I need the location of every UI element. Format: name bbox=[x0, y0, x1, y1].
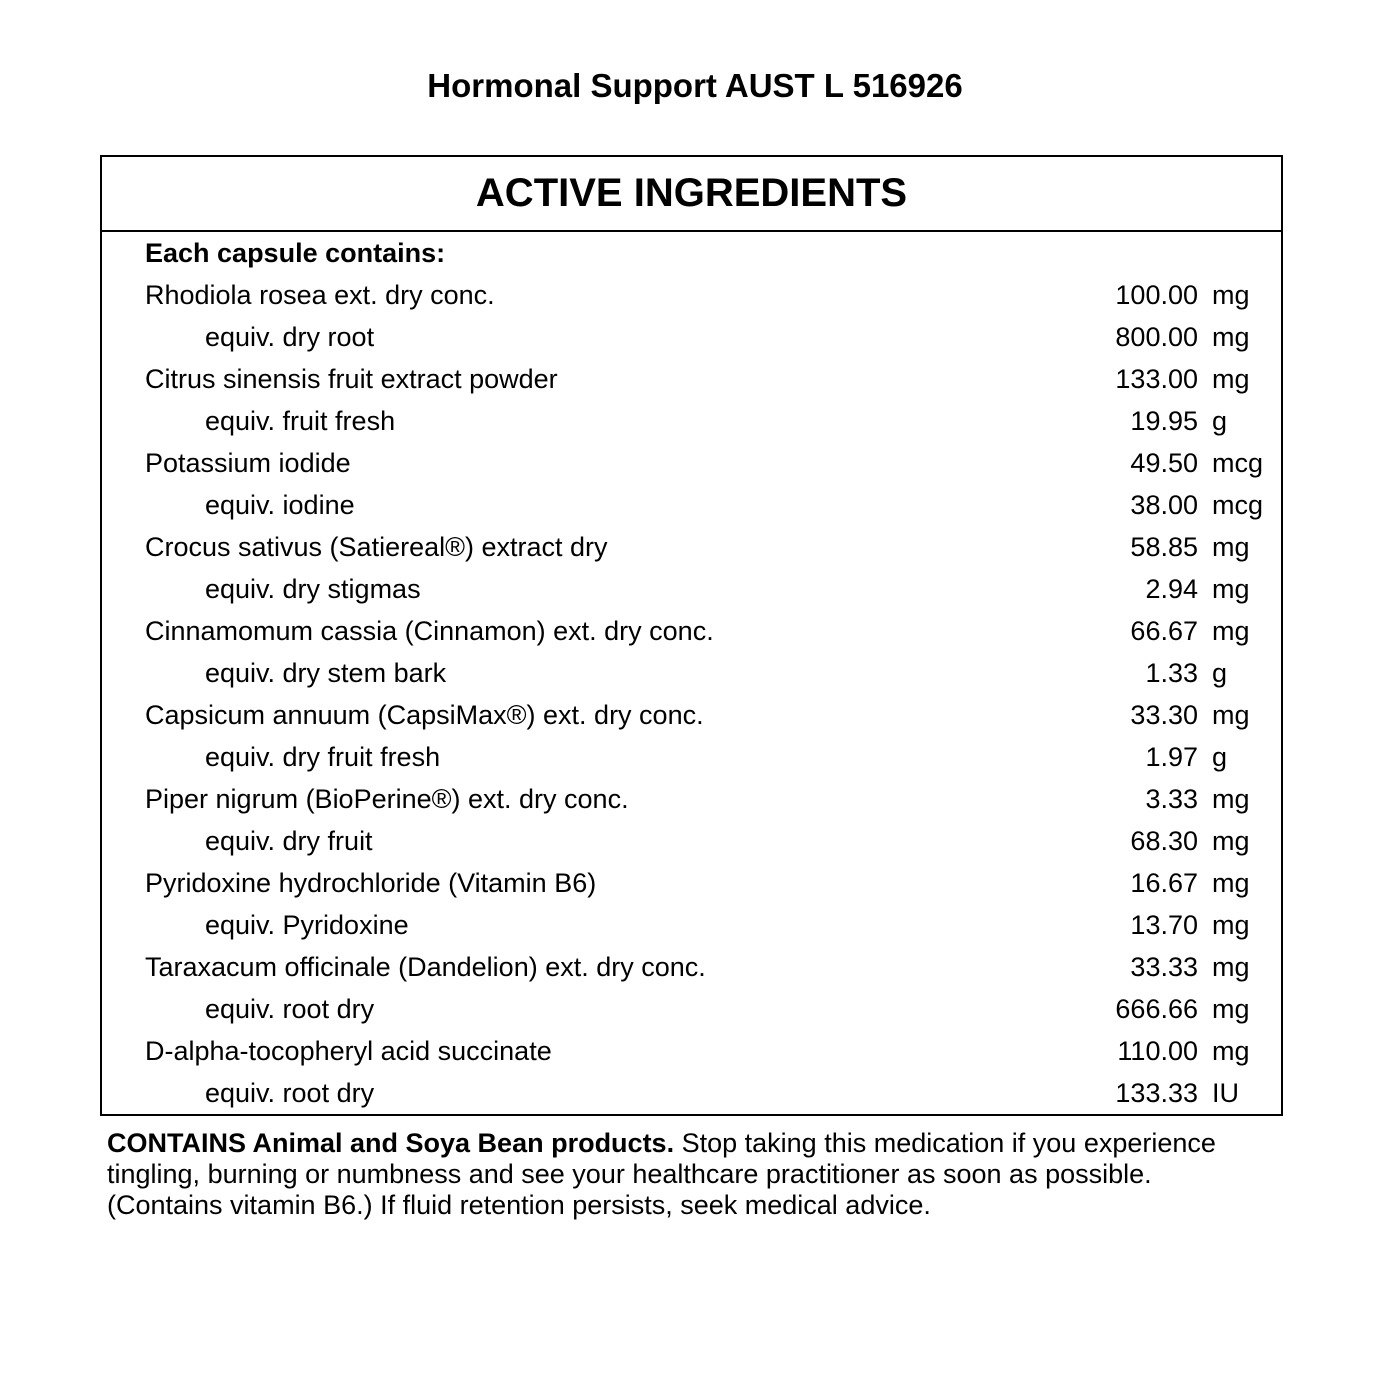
ingredient-row bbox=[102, 526, 1281, 568]
ingredient-amount: 1.97 bbox=[1145, 741, 1198, 772]
ingredient-amount: 13.70 bbox=[1130, 909, 1198, 940]
ingredient-amount: 133.00 bbox=[1115, 363, 1198, 394]
warning-body-text: Stop taking this medication if you experience tingling, burning or numbness and see your healthcare practitioner as soon as possible. (Contains vitamin B6.) If fluid retention persists, seek medical advice. bbox=[107, 1128, 1216, 1220]
ingredient-row bbox=[102, 652, 1281, 694]
ingredient-unit: mg bbox=[1212, 321, 1250, 352]
ingredient-row bbox=[102, 778, 1281, 820]
ingredient-unit: mcg bbox=[1212, 447, 1264, 478]
ingredient-amount: 68.30 bbox=[1130, 825, 1198, 856]
product-title: Hormonal Support AUST L 516926 bbox=[427, 67, 963, 104]
ingredient-unit: mcg bbox=[1212, 489, 1264, 520]
ingredient-amount: 133.33 bbox=[1115, 1077, 1198, 1108]
ingredient-unit: mg bbox=[1212, 573, 1250, 604]
ingredient-name: equiv. iodine bbox=[205, 489, 355, 520]
table-subheader-row bbox=[102, 232, 1281, 274]
ingredient-row bbox=[102, 400, 1281, 442]
ingredient-unit: mg bbox=[1212, 363, 1250, 394]
active-ingredients-panel bbox=[100, 155, 1283, 1116]
ingredient-unit: mg bbox=[1212, 531, 1250, 562]
ingredient-row bbox=[102, 988, 1281, 1030]
ingredient-name: equiv. root dry bbox=[205, 993, 375, 1024]
ingredient-name: equiv. dry stem bark bbox=[205, 657, 447, 688]
ingredient-name: equiv. dry fruit fresh bbox=[205, 741, 441, 772]
ingredient-row bbox=[102, 946, 1281, 988]
ingredient-unit: mg bbox=[1212, 1035, 1250, 1066]
ingredient-unit: g bbox=[1212, 741, 1228, 772]
ingredient-row bbox=[102, 904, 1281, 946]
ingredient-amount: 66.67 bbox=[1130, 615, 1198, 646]
ingredient-row bbox=[102, 316, 1281, 358]
ingredient-unit: mg bbox=[1212, 951, 1250, 982]
ingredient-amount: 19.95 bbox=[1130, 405, 1198, 436]
ingredient-unit: mg bbox=[1212, 993, 1250, 1024]
ingredient-name: Taraxacum officinale (Dandelion) ext. dry conc. bbox=[145, 951, 706, 982]
ingredient-unit: g bbox=[1212, 657, 1228, 688]
ingredient-unit: mg bbox=[1212, 909, 1250, 940]
ingredient-amount: 58.85 bbox=[1130, 531, 1198, 562]
ingredient-row bbox=[102, 442, 1281, 484]
ingredient-row bbox=[102, 484, 1281, 526]
ingredient-amount: 38.00 bbox=[1130, 489, 1198, 520]
ingredient-unit: mg bbox=[1212, 783, 1250, 814]
each-capsule-contains-label: Each capsule contains: bbox=[145, 237, 446, 268]
ingredient-name: Cinnamomum cassia (Cinnamon) ext. dry conc. bbox=[145, 615, 714, 646]
ingredient-name: equiv. Pyridoxine bbox=[205, 909, 409, 940]
ingredient-name: equiv. root dry bbox=[205, 1077, 375, 1108]
ingredient-name: Citrus sinensis fruit extract powder bbox=[145, 363, 558, 394]
ingredient-row bbox=[102, 820, 1281, 862]
ingredient-row bbox=[102, 736, 1281, 778]
ingredient-amount: 2.94 bbox=[1145, 573, 1198, 604]
ingredient-name: D-alpha-tocopheryl acid succinate bbox=[145, 1035, 552, 1066]
ingredient-amount: 100.00 bbox=[1115, 279, 1198, 310]
ingredient-unit: mg bbox=[1212, 867, 1250, 898]
ingredient-amount: 16.67 bbox=[1130, 867, 1198, 898]
ingredient-name: Piper nigrum (BioPerine®) ext. dry conc. bbox=[145, 783, 629, 814]
ingredient-unit: mg bbox=[1212, 279, 1250, 310]
ingredient-name: equiv. dry fruit bbox=[205, 825, 373, 856]
panel-header-active-ingredients: ACTIVE INGREDIENTS bbox=[102, 157, 1281, 232]
ingredient-name: equiv. fruit fresh bbox=[205, 405, 396, 436]
ingredient-row bbox=[102, 610, 1281, 652]
medication-label-page bbox=[0, 66, 1390, 1221]
ingredient-name: Pyridoxine hydrochloride (Vitamin B6) bbox=[145, 867, 597, 898]
ingredient-name: equiv. dry stigmas bbox=[205, 573, 421, 604]
warning-paragraph bbox=[107, 1128, 1272, 1221]
ingredient-row bbox=[102, 1072, 1281, 1114]
ingredient-amount: 666.66 bbox=[1115, 993, 1198, 1024]
ingredient-amount: 33.30 bbox=[1130, 699, 1198, 730]
ingredient-amount: 49.50 bbox=[1130, 447, 1198, 478]
ingredient-amount: 110.00 bbox=[1117, 1035, 1198, 1066]
ingredient-name: Crocus sativus (Satiereal®) extract dry bbox=[145, 531, 608, 562]
ingredient-row bbox=[102, 694, 1281, 736]
warning-bold-text: CONTAINS Animal and Soya Bean products. bbox=[107, 1128, 675, 1158]
ingredient-unit: g bbox=[1212, 405, 1228, 436]
ingredient-name: equiv. dry root bbox=[205, 321, 375, 352]
ingredient-row bbox=[102, 568, 1281, 610]
ingredient-amount: 1.33 bbox=[1145, 657, 1198, 688]
ingredient-amount: 33.33 bbox=[1130, 951, 1198, 982]
ingredient-name: Capsicum annuum (CapsiMax®) ext. dry conc. bbox=[145, 699, 704, 730]
ingredient-name: Rhodiola rosea ext. dry conc. bbox=[145, 279, 495, 310]
ingredient-amount: 800.00 bbox=[1115, 321, 1198, 352]
ingredient-row bbox=[102, 274, 1281, 316]
ingredient-unit: mg bbox=[1212, 615, 1250, 646]
ingredient-unit: mg bbox=[1212, 699, 1250, 730]
ingredient-unit: mg bbox=[1212, 825, 1250, 856]
ingredient-row bbox=[102, 358, 1281, 400]
ingredients-table bbox=[102, 232, 1281, 1114]
ingredient-row bbox=[102, 1030, 1281, 1072]
ingredient-row bbox=[102, 862, 1281, 904]
ingredient-name: Potassium iodide bbox=[145, 447, 351, 478]
ingredient-unit: IU bbox=[1212, 1077, 1239, 1108]
ingredient-amount: 3.33 bbox=[1145, 783, 1198, 814]
